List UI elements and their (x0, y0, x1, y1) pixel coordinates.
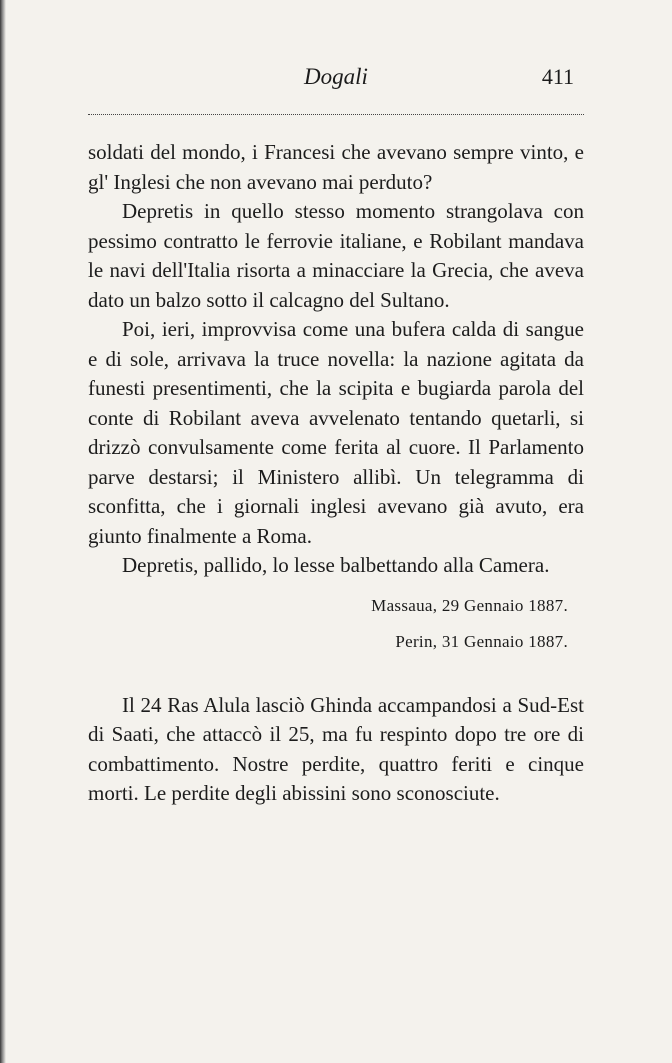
paragraph-depretis-camera: Depretis, pallido, lo lesse balbettando alla Camera. (122, 553, 550, 577)
running-title: Dogali (304, 64, 368, 89)
page-edge-shadow (0, 0, 6, 1063)
paragraph-depretis-ferrovie: Depretis in quello stesso momento strangolava con pessimo contratto le ferrovie italiane, e Robilant mandava le navi dell'Italia risorta a minacciare la Grecia, che aveva dato un balzo sotto il calcagno del Sultano. (88, 199, 584, 312)
running-head (88, 62, 584, 96)
header-dotted-rule (88, 114, 584, 115)
dateline-perin: Perin, 31 Gennaio 1887. (395, 631, 568, 651)
page-number: 411 (541, 64, 574, 89)
paragraph-truce-novella: Poi, ieri, improvvisa come una bufera calda di sangue e di sole, arrivava la truce novella: la nazione agitata da funesti presentimenti, che la scipita e bugiarda parola del conte di Robilant aveva avvelenato tentando quetarli, si drizzò convulsamente come ferita al cuore. Il Parlamento parve destarsi; il Ministero allibì. Un telegramma di sconfitta, che i giornali inglesi avevano già avuto, era giunto finalmente a Roma. (88, 317, 584, 548)
body-text (88, 138, 584, 809)
dateline-massaua: Massaua, 29 Gennaio 1887. (371, 595, 568, 615)
paragraph-continued: soldati del mondo, i Francesi che avevano sempre vinto, e gl' Inglesi che non avevano mai perduto? (88, 140, 584, 194)
paragraph-ras-alula: Il 24 Ras Alula lasciò Ghinda accampandosi a Sud-Est di Saati, che attaccò il 25, ma fu respinto dopo tre ore di combattimento. Nostre perdite, quattro feriti e cinque morti. Le perdite degli abissini sono sconosciute. (88, 692, 584, 805)
section-gap (88, 655, 584, 691)
